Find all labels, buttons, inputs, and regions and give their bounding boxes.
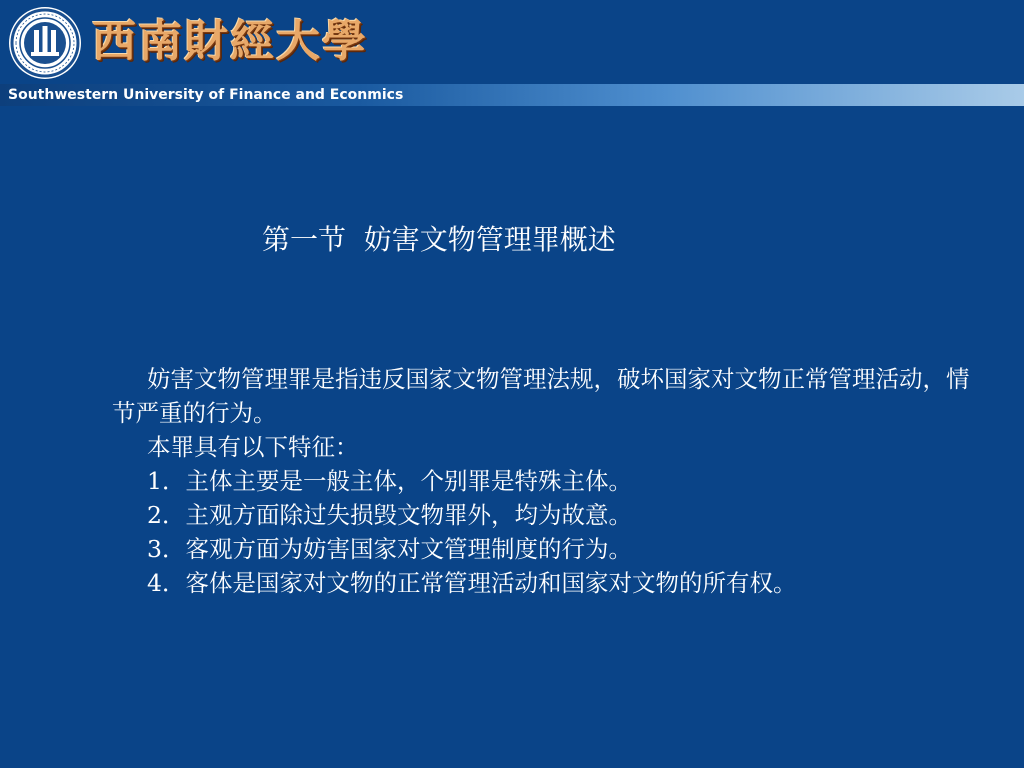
banner-text: Southwestern University of Finance and Econmics <box>8 87 404 103</box>
feature-item: 4．客体是国家对文物的正常管理活动和国家对文物的所有权。 <box>147 569 797 597</box>
features-intro: 本罪具有以下特征： <box>147 433 359 461</box>
feature-item: 1．主体主要是一般主体，个别罪是特殊主体。 <box>147 467 632 495</box>
feature-item: 2．主观方面除过失损毁文物罪外，均为故意。 <box>147 501 632 529</box>
definition-paragraph: 妨害文物管理罪是指违反国家文物管理法规，破坏国家对文物正常管理活动，情节严重的行为。 <box>112 365 970 427</box>
feature-item: 3．客观方面为妨害国家对文管理制度的行为。 <box>147 535 632 563</box>
slide-header <box>0 0 1024 110</box>
slide-title: 第一节 妨害文物管理罪概述 <box>262 223 616 256</box>
slide-body <box>112 362 982 600</box>
university-wordmark: 西南財經大學 <box>92 16 368 67</box>
university-seal-icon <box>8 6 82 80</box>
university-banner <box>0 84 1024 106</box>
